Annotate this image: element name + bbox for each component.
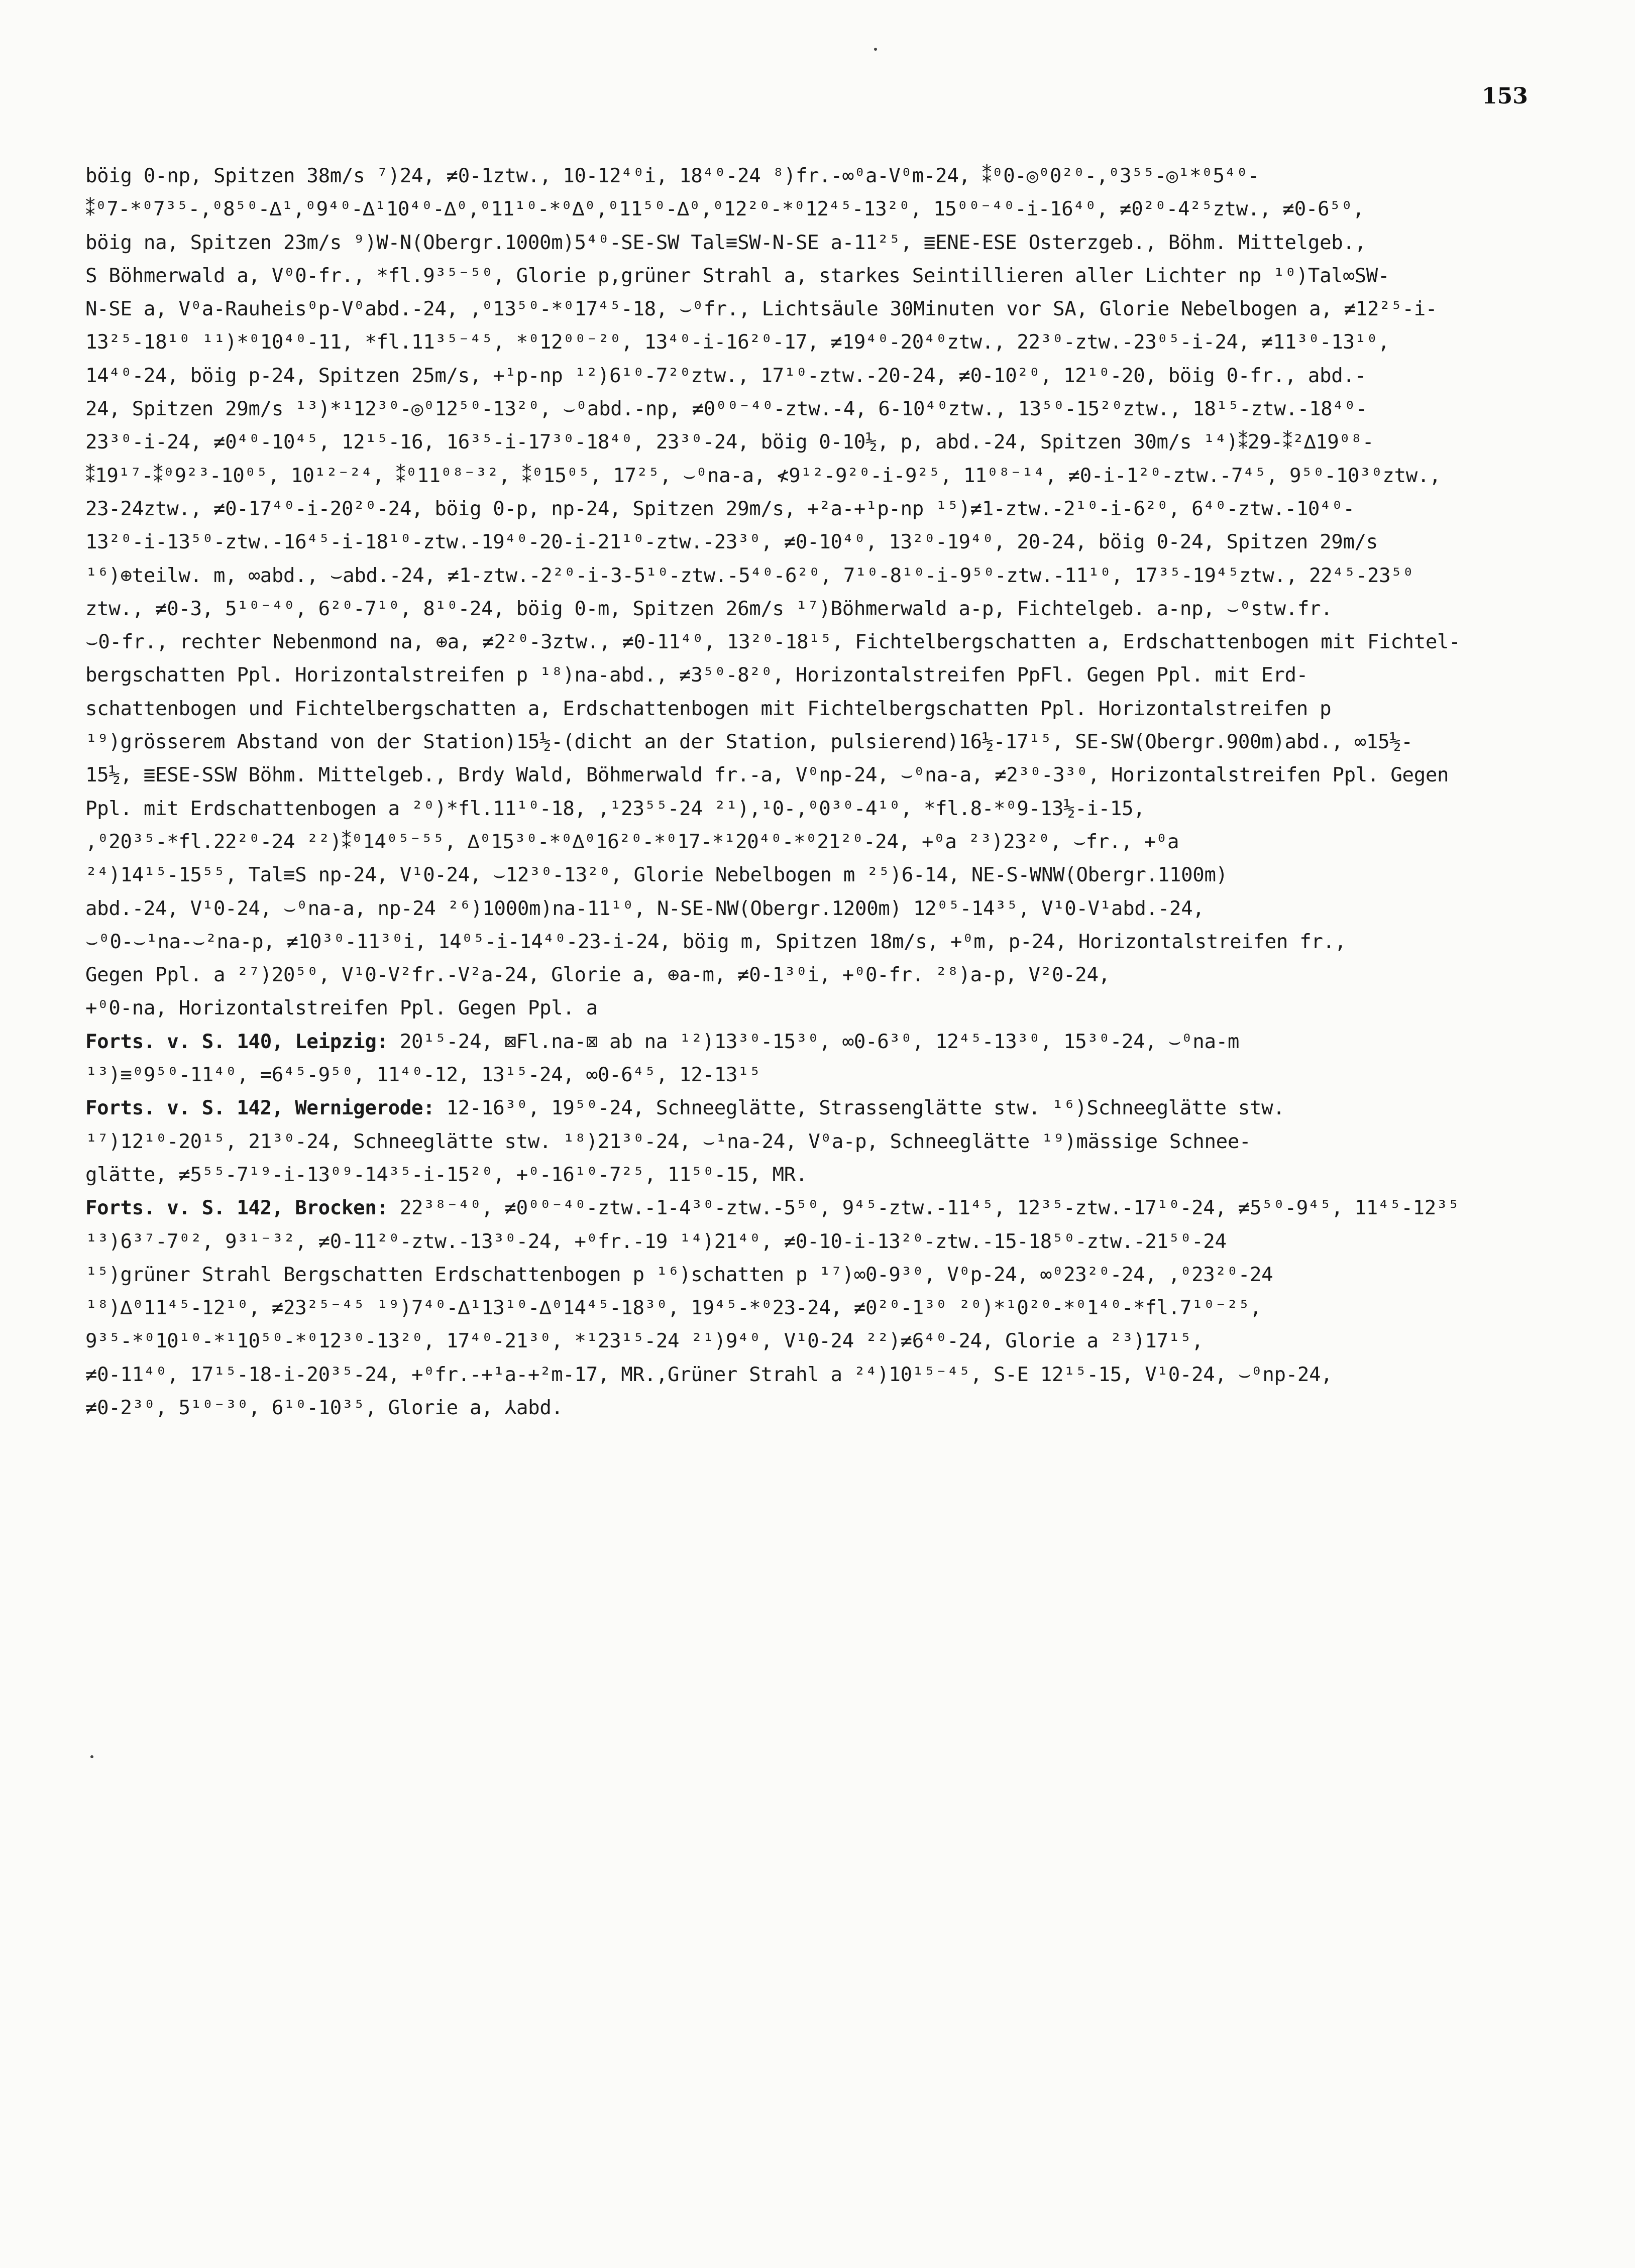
text-line: 23³⁰-i-24, ≠0⁴⁰-10⁴⁵, 12¹⁵-16, 16³⁵-i-17³⁰-18⁴⁰, 23³⁰-24, böig 0-10½, p, abd.-24, Spitzen 30m/s ¹⁴)⁑29-⁑²∆19⁰⁸- [85, 431, 1374, 454]
text-line: ⁑19¹⁷-⁑⁰9²³-10⁰⁵, 10¹²⁻²⁴, ⁑⁰11⁰⁸⁻³², ⁑⁰15⁰⁵, 17²⁵, ⌣⁰na-a, ≮9¹²-9²⁰-i-9²⁵, 11⁰⁸⁻¹⁴, ≠0-i-1²⁰-ztw.-7⁴⁵, 9⁵⁰-10³⁰ztw., [85, 464, 1441, 487]
text-line: 13²⁰-i-13⁵⁰-ztw.-16⁴⁵-i-18¹⁰-ztw.-19⁴⁰-20-i-21¹⁰-ztw.-23³⁰, ≠0-10⁴⁰, 13²⁰-19⁴⁰, 20-24, böig 0-24, Spitzen 29m/s [85, 531, 1378, 554]
text-line: ⌣⁰0-⌣¹na-⌣²na-p, ≠10³⁰-11³⁰i, 14⁰⁵-i-14⁴⁰-23-i-24, böig m, Spitzen 18m/s, +⁰m, p-24, Horizontalstreifen fr., [85, 930, 1346, 953]
text-line: ¹⁶)⊕teilw. m, ∞abd., ⌣abd.-24, ≠1-ztw.-2²⁰-i-3-5¹⁰-ztw.-5⁴⁰-6²⁰, 7¹⁰-8¹⁰-i-9⁵⁰-ztw.-11¹⁰, 17³⁵-19⁴⁵ztw., 22⁴⁵-23⁵⁰ [85, 564, 1414, 587]
text-line: ≠0-2³⁰, 5¹⁰⁻³⁰, 6¹⁰-10³⁵, Glorie a, ⅄abd. [85, 1396, 563, 1419]
page-number: 153 [1482, 83, 1528, 109]
forts-heading: Forts. v. S. 140, Leipzig: [85, 1030, 388, 1053]
text-line: S Böhmerwald a, V⁰0-fr., *fl.9³⁵⁻⁵⁰, Glorie p,grüner Strahl a, starkes Seintillieren aller Lichter np ¹⁰)Tal∞SW- [85, 264, 1390, 287]
text-line: N-SE a, V⁰a-Rauheis⁰p-V⁰abd.-24, ,⁰13⁵⁰-*⁰17⁴⁵-18, ⌣⁰fr., Lichtsäule 30Minuten vor SA, Glorie Nebelbogen a, ≠12²⁵-i- [85, 298, 1438, 321]
text-line: abd.-24, V¹0-24, ⌣⁰na-a, np-24 ²⁶)1000m)na-11¹⁰, N-SE-NW(Obergr.1200m) 12⁰⁵-14³⁵, V¹0-V¹abd.-24, [85, 897, 1205, 920]
text-line: ,⁰20³⁵-*fl.22²⁰-24 ²²)⁑⁰14⁰⁵⁻⁵⁵, ∆⁰15³⁰-*⁰∆⁰16²⁰-*⁰17-*¹20⁴⁰-*⁰21²⁰-24, +⁰a ²³)23²⁰, ⌣fr., +⁰a [85, 830, 1179, 853]
text-line: glätte, ≠5⁵⁵-7¹⁹-i-13⁰⁹-14³⁵-i-15²⁰, +⁰-16¹⁰-7²⁵, 11⁵⁰-15, MR. [85, 1163, 808, 1186]
text-line: 9³⁵-*⁰10¹⁰-*¹10⁵⁰-*⁰12³⁰-13²⁰, 17⁴⁰-21³⁰, *¹23¹⁵-24 ²¹)9⁴⁰, V¹0-24 ²²)≠6⁴⁰-24, Glorie a ²³)17¹⁵, [85, 1330, 1204, 1353]
scan-speck [90, 1755, 93, 1758]
text-line: ¹³)6³⁷-7⁰², 9³¹⁻³², ≠0-11²⁰-ztw.-13³⁰-24, +⁰fr.-19 ¹⁴)21⁴⁰, ≠0-10-i-13²⁰-ztw.-15-18⁵⁰-ztw.-21⁵⁰-24 [85, 1230, 1227, 1253]
text-line: ²⁴)14¹⁵-15⁵⁵, Tal≡S np-24, V¹0-24, ⌣12³⁰-13²⁰, Glorie Nebelbogen m ²⁵)6-14, NE-S-WNW(Obergr.1100m) [85, 864, 1228, 887]
text-line: 14⁴⁰-24, böig p-24, Spitzen 25m/s, +¹p-np ¹²)6¹⁰-7²⁰ztw., 17¹⁰-ztw.-20-24, ≠0-10²⁰, 12¹⁰-20, böig 0-fr., abd.- [85, 364, 1366, 387]
text-line: ¹⁵)grüner Strahl Bergschatten Erdschattenbogen p ¹⁶)schatten p ¹⁷)∞0-9³⁰, V⁰p-24, ∞⁰23²⁰-24, ,⁰23²⁰-24 [85, 1263, 1273, 1286]
text-line: ≠0-11⁴⁰, 17¹⁵-18-i-20³⁵-24, +⁰fr.-+¹a-+²m-17, MR.,Grüner Strahl a ²⁴)10¹⁵⁻⁴⁵, S-E 12¹⁵-15, V¹0-24, ⌣⁰np-24, [85, 1363, 1333, 1386]
text-line: ¹⁹)grösserem Abstand von der Station)15½-(dicht an der Station, pulsierend)16½-17¹⁵, SE-SW(Obergr.900m)abd., ∞15½- [85, 731, 1413, 754]
text-line: +⁰0-na, Horizontalstreifen Ppl. Gegen Ppl. a [85, 997, 598, 1020]
scan-speck [874, 48, 877, 51]
text-line: ⁑⁰7-*⁰7³⁵-,⁰8⁵⁰-∆¹,⁰9⁴⁰-∆¹10⁴⁰-∆⁰,⁰11¹⁰-*⁰∆⁰,⁰11⁵⁰-∆⁰,⁰12²⁰-*⁰12⁴⁵-13²⁰, 15⁰⁰⁻⁴⁰-i-16⁴⁰, ≠0²⁰-4²⁵ztw., ≠0-6⁵⁰, [85, 198, 1364, 221]
text-line: Ppl. mit Erdschattenbogen a ²⁰)*fl.11¹⁰-18, ,¹23⁵⁵-24 ²¹),¹0-,⁰0³⁰-4¹⁰, *fl.8-*⁰9-13½-i-15, [85, 797, 1145, 820]
text-line: schattenbogen und Fichtelbergschatten a, Erdschattenbogen mit Fichtelbergschatten Ppl. Horizontalstreifen p [85, 697, 1332, 720]
text-line: böig 0-np, Spitzen 38m/s ⁷)24, ≠0-1ztw., 10-12⁴⁰i, 18⁴⁰-24 ⁸)fr.-∞⁰a-V⁰m-24, ⁑⁰0-◎⁰0²⁰-,⁰3⁵⁵-◎¹*⁰5⁴⁰- [85, 165, 1260, 187]
forts-heading: Forts. v. S. 142, Brocken: [85, 1197, 388, 1220]
forts-heading: Forts. v. S. 142, Wernigerode: [85, 1097, 435, 1120]
forts-line-leipzig: Forts. v. S. 140, Leipzig: 20¹⁵-24, ⊠Fl.na-⊠ ab na ¹²)13³⁰-15³⁰, ∞0-6³⁰, 12⁴⁵-13³⁰, 15³⁰-24, ⌣⁰na-m [85, 1030, 1240, 1053]
text-line: 23-24ztw., ≠0-17⁴⁰-i-20²⁰-24, böig 0-p, np-24, Spitzen 29m/s, +²a-+¹p-np ¹⁵)≠1-ztw.-2¹⁰-i-6²⁰, 6⁴⁰-ztw.-10⁴⁰- [85, 497, 1355, 520]
observation-text [85, 160, 1522, 1425]
text-line: 13²⁵-18¹⁰ ¹¹)*⁰10⁴⁰-11, *fl.11³⁵⁻⁴⁵, *⁰12⁰⁰⁻²⁰, 13⁴⁰-i-16²⁰-17, ≠19⁴⁰-20⁴⁰ztw., 22³⁰-ztw.-23⁰⁵-i-24, ≠11³⁰-13¹⁰, [85, 331, 1390, 354]
text-line: ⌣0-fr., rechter Nebenmond na, ⊕a, ≠2²⁰-3ztw., ≠0-11⁴⁰, 13²⁰-18¹⁵, Fichtelbergschatten a, Erdschattenbogen mit Fichtel- [85, 631, 1461, 654]
text-line: 24, Spitzen 29m/s ¹³)*¹12³⁰-◎⁰12⁵⁰-13²⁰, ⌣⁰abd.-np, ≠0⁰⁰⁻⁴⁰-ztw.-4, 6-10⁴⁰ztw., 13⁵⁰-15²⁰ztw., 18¹⁵-ztw.-18⁴⁰- [85, 398, 1367, 421]
text-line: böig na, Spitzen 23m/s ⁹)W-N(Obergr.1000m)5⁴⁰-SE-SW Tal≡SW-N-SE a-11²⁵, ≣ENE-ESE Osterzgeb., Böhm. Mittelgeb., [85, 231, 1366, 254]
text-line: ztw., ≠0-3, 5¹⁰⁻⁴⁰, 6²⁰-7¹⁰, 8¹⁰-24, böig 0-m, Spitzen 26m/s ¹⁷)Böhmerwald a-p, Fichtelgeb. a-np, ⌣⁰stw.fr. [85, 597, 1333, 620]
text-line: ¹⁸)∆⁰11⁴⁵-12¹⁰, ≠23²⁵⁻⁴⁵ ¹⁹)7⁴⁰-∆¹13¹⁰-∆⁰14⁴⁵-18³⁰, 19⁴⁵-*⁰23-24, ≠0²⁰-1³⁰ ²⁰)*¹0²⁰-*⁰1⁴⁰-*fl.7¹⁰⁻²⁵, [85, 1297, 1262, 1320]
text-line: Gegen Ppl. a ²⁷)20⁵⁰, V¹0-V²fr.-V²a-24, Glorie a, ⊕a-m, ≠0-1³⁰i, +⁰0-fr. ²⁸)a-p, V²0-24, [85, 964, 1110, 987]
text-line: 15½, ≣ESE-SSW Böhm. Mittelgeb., Brdy Wald, Böhmerwald fr.-a, V⁰np-24, ⌣⁰na-a, ≠2³⁰-3³⁰, Horizontalstreifen Ppl. Gegen [85, 764, 1449, 787]
text-line: bergschatten Ppl. Horizontalstreifen p ¹⁸)na-abd., ≠3⁵⁰-8²⁰, Horizontalstreifen PpFl. Gegen Ppl. mit Erd- [85, 664, 1308, 687]
text-line: ¹³)≡⁰9⁵⁰-11⁴⁰, =6⁴⁵-9⁵⁰, 11⁴⁰-12, 13¹⁵-24, ∞0-6⁴⁵, 12-13¹⁵ [85, 1064, 761, 1087]
text-line: ¹⁷)12¹⁰-20¹⁵, 21³⁰-24, Schneeglätte stw. ¹⁸)21³⁰-24, ⌣¹na-24, V⁰a-p, Schneeglätte ¹⁹)mässige Schnee- [85, 1130, 1251, 1153]
forts-line-wernigerode: Forts. v. S. 142, Wernigerode: 12-16³⁰, 19⁵⁰-24, Schneeglätte, Strassenglätte stw. ¹⁶)Schneeglätte stw. [85, 1097, 1285, 1120]
forts-line-brocken: Forts. v. S. 142, Brocken: 22³⁸⁻⁴⁰, ≠0⁰⁰⁻⁴⁰-ztw.-1-4³⁰-ztw.-5⁵⁰, 9⁴⁵-ztw.-11⁴⁵, 12³⁵-ztw.-17¹⁰-24, ≠5⁵⁰-9⁴⁵, 11⁴⁵-12³⁵ [85, 1197, 1460, 1220]
